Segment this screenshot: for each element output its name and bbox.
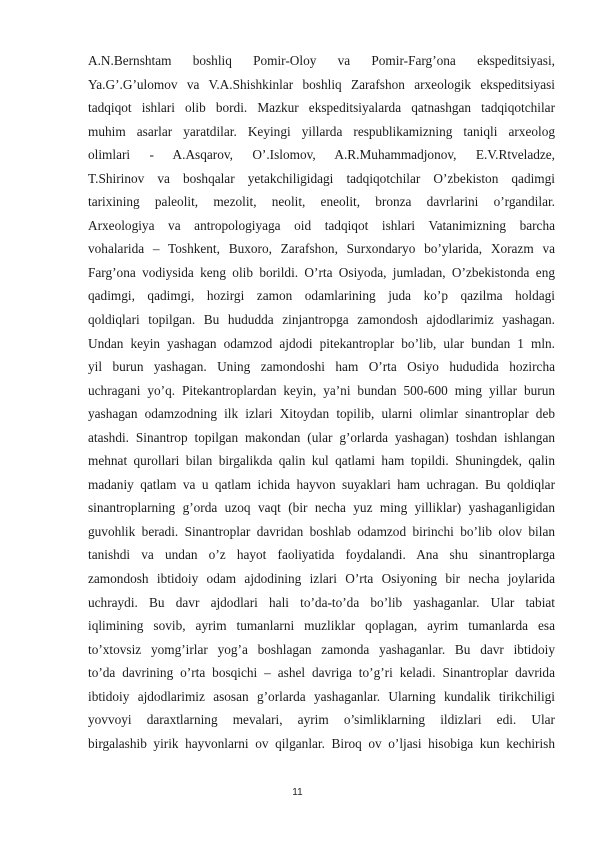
text-line: madaniy qatlam va u qatlam ichida hayvon suyaklari ham uchragan. Bu qoldiqlar: [88, 476, 555, 492]
text-line: A.N.Bernshtam boshliq Pomir-Oloy va Pomir-Farg’ona ekspeditsiyasi,: [88, 53, 555, 68]
text-line: uchraydi. Bu davr ajdodlari hali to’da-to’da bo’lib yashaganlar. Ular tabiat: [88, 594, 555, 610]
text-line: iqlimining sovib, ayrim tumanlarni muzliklar qoplagan, ayrim tumanlarda esa: [88, 618, 555, 634]
text-line: olimlari - A.Asqarov, O’.Islomov, A.R.Muhammadjonov, E.V.Rtveladze,: [88, 147, 555, 163]
text-line: qadimgi, qadimgi, hozirgi zamon odamlarining juda ko’p qazilma holdagi: [88, 288, 555, 304]
text-line: atashdi. Sinantrop topilgan makondan (ular g’orlarda yashagan) toshdan ishlangan: [88, 429, 555, 445]
text-line: birgalashib yirik hayvonlarni ov qilganlar. Biroq ov o’ljasi hisobiga kun kechirish: [88, 735, 555, 751]
text-line: guvohlik beradi. Sinantroplar davridan boshlab odamzod birinchi bo’lib olov bilan: [88, 523, 555, 539]
text-line: Arxeologiya va antropologiyaga oid tadqiqot ishlari Vatanimizning barcha: [88, 217, 555, 233]
text-line: mehnat qurollari bilan birgalikda qalin kul qatlami ham topildi. Shuningdek, qalin: [88, 453, 555, 469]
text-line: yovvoyi daraxtlarning mevalari, ayrim o’simliklarning ildizlari edi. Ular: [88, 712, 555, 728]
text-line: sinantroplarning g’orda uzoq vaqt (bir necha yuz ming yilliklar) yashaganligidan: [88, 500, 555, 516]
text-line: to’da davrining o’rta bosqichi – ashel davriga to’g’ri keladi. Sinantroplar davrida: [88, 665, 555, 681]
text-line: Ya.G’.G’ulomov va V.A.Shishkinlar boshliq Zarafshon arxeologik ekspeditsiyasi: [88, 76, 555, 92]
text-line: Undan keyin yashagan odamzod ajdodi pitekantroplar bo’lib, ular bundan 1 mln.: [88, 335, 555, 351]
text-line: yashagan odamzodning ilk izlari Xitoydan topilib, ularni olimlar sinantroplar deb: [88, 406, 555, 422]
text-line: Farg’ona vodiysida keng olib borildi. O’rta Osiyoda, jumladan, O’zbekistonda eng: [88, 264, 555, 280]
text-line: zamondosh ibtidoiy odam ajdodining izlari O’rta Osiyoning bir necha joylarida: [88, 571, 555, 587]
text-line: to’xtovsiz yomg’irlar yog’a boshlagan zamonda yashaganlar. Bu davr ibtidoiy: [88, 641, 555, 657]
page-number: 11: [292, 787, 303, 798]
text-line: muhim asarlar yaratdilar. Keyingi yillarda respublikamizning taniqli arxeolog: [88, 123, 555, 139]
text-line: qoldiqlari topilgan. Bu hududda zinjantropga zamondosh ajdodlarimiz yashagan.: [88, 312, 555, 328]
text-line: tadqiqot ishlari olib bordi. Mazkur ekspeditsiyalarda qatnashgan tadqiqotchilar: [88, 100, 555, 116]
text-line: uchragani yo’q. Pitekantroplardan keyin, ya’ni bundan 500-600 ming yillar burun: [88, 382, 555, 398]
text-line: vohalarida – Toshkent, Buxoro, Zarafshon, Surxondaryo bo’ylarida, Xorazm va: [88, 241, 555, 257]
text-line: ibtidoiy ajdodlarimiz asosan g’orlarda yashaganlar. Ularning kundalik tirikchiligi: [88, 688, 555, 704]
body-text: [88, 49, 555, 755]
text-line: tarixining paleolit, mezolit, neolit, eneolit, bronza davrlarini o’rgandilar.: [88, 194, 555, 210]
text-line: tanishdi va undan o’z hayot faoliyatida foydalandi. Ana shu sinantroplarga: [88, 547, 555, 563]
text-line: yil burun yashagan. Uning zamondoshi ham O’rta Osiyo hududida hozircha: [88, 359, 555, 375]
text-line: T.Shirinov va boshqalar yetakchiligidagi tadqiqotchilar O’zbekiston qadimgi: [88, 170, 555, 186]
